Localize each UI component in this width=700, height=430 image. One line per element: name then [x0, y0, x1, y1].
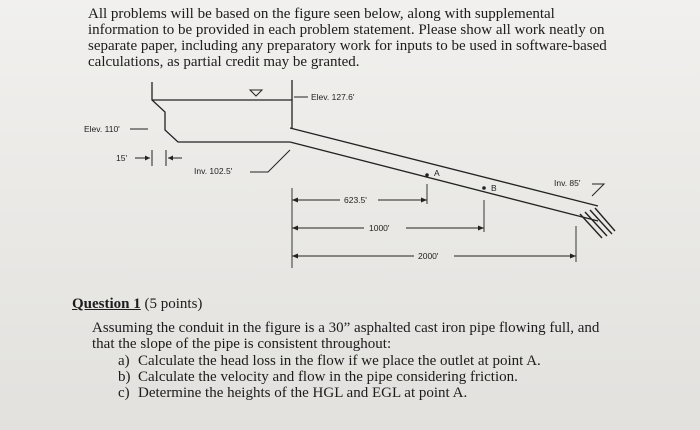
arrowhead-icon	[292, 226, 298, 231]
outlet-invert-leader	[592, 184, 604, 196]
water-level-marker-icon	[250, 90, 262, 96]
point-a-label: A	[434, 168, 440, 178]
arrowhead-icon	[292, 254, 298, 259]
part-label: b)	[118, 369, 131, 385]
reservoir	[152, 80, 292, 142]
question-heading	[72, 296, 202, 313]
part-text: Determine the heights of the HGL and EGL at point A.	[138, 385, 468, 401]
intro-line: calculations, as partial credit may be granted.	[88, 54, 360, 70]
dimension-lines	[292, 200, 576, 256]
part-label: a)	[118, 353, 130, 369]
arrowhead-icon	[145, 156, 150, 161]
point-b-marker	[482, 186, 486, 190]
part-text: Calculate the head loss in the flow if we place the outlet at point A.	[138, 353, 541, 369]
point-a-marker	[425, 173, 429, 177]
question-body-line: Assuming the conduit in the figure is a 30” asphalted cast iron pipe flowing full, and	[92, 320, 600, 336]
left-elev-label: Elev. 110'	[84, 124, 120, 134]
inlet-invert-leader	[250, 150, 290, 172]
intro-line: separate paper, including any preparatory work for inputs to be used in software-based	[88, 38, 607, 54]
arrowhead-icon	[421, 198, 427, 203]
dim-2000-label: 2000'	[418, 251, 439, 261]
width-dim-label: 15'	[116, 153, 128, 163]
point-b-label: B	[491, 183, 497, 193]
question-part	[118, 353, 541, 369]
dim-1000-label: 1000'	[369, 223, 390, 233]
pipe-bottom-edge	[290, 142, 598, 221]
pipe-top-edge	[290, 128, 598, 206]
intro-line: information to be provided in each problem statement. Please show all work neatly on	[88, 22, 605, 38]
part-label: c)	[118, 385, 130, 401]
question-body	[92, 320, 599, 352]
question-points: (5 points)	[144, 296, 203, 312]
question-part	[118, 385, 541, 401]
question-body-line: that the slope of the pipe is consistent throughout:	[92, 336, 392, 352]
part-text: Calculate the velocity and flow in the pipe considering friction.	[138, 369, 518, 385]
arrowhead-icon	[292, 198, 298, 203]
dim-623-label: 623.5'	[344, 195, 367, 205]
inlet-invert-label: Inv. 102.5'	[194, 166, 233, 176]
reservoir-wall	[152, 82, 290, 142]
arrowhead-icon	[478, 226, 484, 231]
question-part	[118, 369, 541, 385]
question-parts	[118, 353, 541, 401]
reservoir-elev-label: Elev. 127.6'	[311, 92, 355, 102]
arrowhead-icon	[168, 156, 173, 161]
outlet-invert-label: Inv. 85'	[554, 178, 581, 188]
arrowhead-icon	[570, 254, 576, 259]
intro-line: All problems will be based on the figure seen below, along with supplemental	[88, 6, 555, 22]
question-title: Question 1	[72, 296, 141, 312]
